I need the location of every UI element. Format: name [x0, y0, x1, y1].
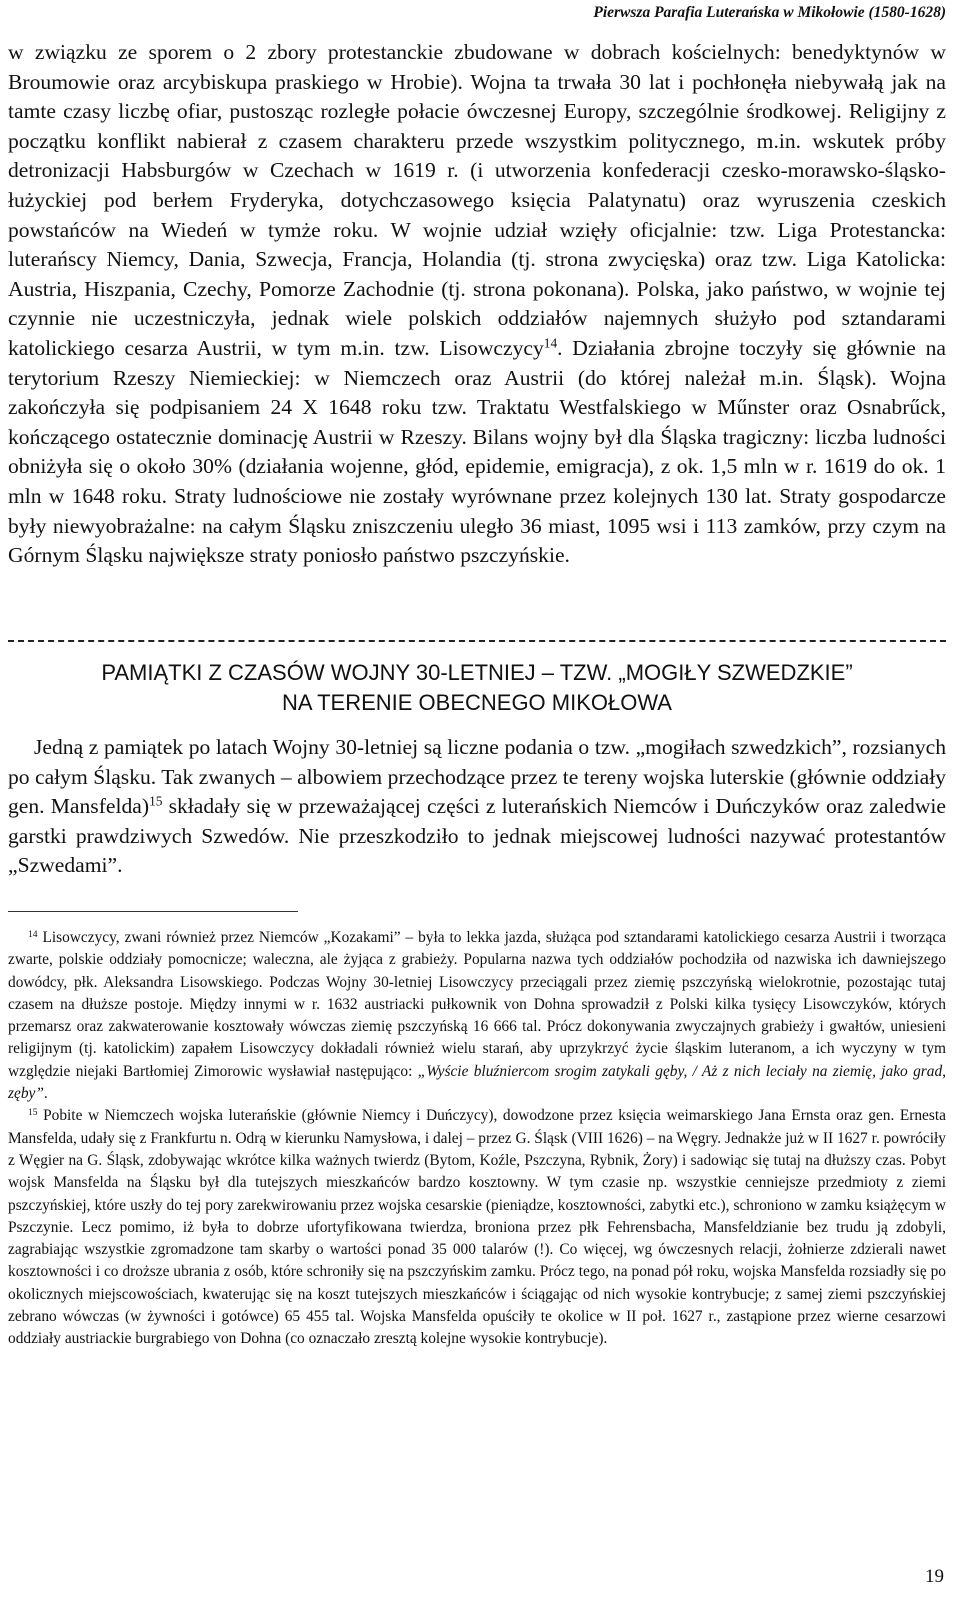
main-text	[8, 38, 946, 571]
footnote-15-text: Pobite w Niemczech wojska luterańskie (głównie Niemcy i Duńczycy), dowodzone przez księcia weimarskiego Jana Ernsta oraz gen. Ernesta Mansfelda, udały się z Frankfurtu n. Odrą w kierunku Namysłowa, i dalej – przez G. Śląsk (VIII 1626) – na Węgry. Jednakże już w II 1627 r. powróciły z Węgier na G. Śląsk, zdobywając wkrótce kilka ważnych twierdz (Bytom, Koźle, Pszczyna, Rybnik, Żory) i sadowiąc się tutaj na dłuższy czas. Pobyt wojsk Mansfelda na Śląsku był dla tutejszych mieszkańców bardzo kosztowny. W tym czasie np. wszystkie cenniejsze przedmioty z ziemi pszczyńskiej, które uszły do tej pory zarekwirowaniu przez wojska cesarskie (pieniądze, kosztowności, zabytki etc.), schroniono w zamku książęcym w Pszczynie. Lecz pomimo, iż była to dobrze ufortyfikowana twierdza, broniona przez płk Fehrensbacha, Mansfeldzianie bez trudu ją zdobyli, zagrabiając wszystkie zgromadzone tam skarby o wartości ponad 35 000 talarów (!). Co więcej, wg ówczesnych relacji, żołnierze zdzierali nawet kosztowności i co droższe ubrania z osób, które schroniły się na pszczyńskim zamku. Prócz tego, na ponad pół roku, wojska Mansfelda rozsiadły się po okolicznych miejscowościach, kwaterując się na koszt tutejszych mieszkańców i ściągając od nich wysokie kontrybucje; z samej ziemi pszczyńskiej zebrano wówczas (w żywności i gotówce) 65 455 tal. Wojska Mansfelda opuściły te okolice w II poł. 1627 r., zastąpione przez wierne cesarzowi oddziały austriackie burgrabiego von Dohna (co oznaczało zresztą kolejne wysokie kontrybucje).	[8, 1107, 946, 1348]
footnote-15	[8, 1105, 946, 1350]
section-paragraph	[8, 733, 946, 881]
section-paragraph-text-end: składały się w przeważającej części z luterańskich Niemców i Duńczyków oraz zaledwie garstki prawdziwych Szwedów. Nie przeszkodziło to jednak miejscowej ludności nazywać protestantów „Szwedami”.	[8, 794, 946, 878]
section-paragraph-text: Jedną z pamiątek po latach Wojny 30-letniej są liczne podania o tzw. „mogiłach szwedzkich”, rozsianych po całym Śląsku. Tak zwanych – albowiem przechodzące przez te tereny wojska luterskie (głównie oddziały gen. Mansfelda)	[8, 735, 946, 819]
running-header: Pierwsza Parafia Luterańska w Mikołowie (1580-1628)	[593, 4, 946, 21]
section-title-line-1: PAMIĄTKI Z CZASÓW WOJNY 30-LETNIEJ – TZW. „MOGIŁY SZWEDZKIE”	[101, 660, 853, 685]
footnote-14-text: Lisowczycy, zwani również przez Niemców „Kozakami” – była to lekka jazda, służąca pod sztandarami katolickiego cesarza Austrii i tworząca zwarte, polskie oddziały pomocnicze; waleczna, ale żyjąca z grabieży. Popularna nazwa tych oddziałów pochodziła od nazwiska ich dawniejszego dowódcy, płk. Aleksandra Lisowskiego. Podczas Wojny 30-letniej Lisowczycy przeciągali przez ziemię pszczyńską wielokrotnie, pozostając tutaj czasem na dłuższe postoje. Między innymi w r. 1632 austriacki pułkownik von Dohna sprowadził z Polski kilka tysięcy Lisowczyków, których przemarsz oraz zakwaterowanie kosztowały wówczas ziemię pszczyńską 16 666 tal. Prócz dokonywania zwyczajnych grabieży i gwałtów, uniesieni religijnym (tj. katolickim) zapałem Lisowczycy dokładali również wielu starań, aby uprzykrzyć życie śląskim luteranom, a ich wyczyny w tym względzie niejaki Bartłomiej Zimorowic wysławiał następująco:	[8, 929, 946, 1080]
footnote-number-14: 14	[28, 928, 38, 940]
page-number: 19	[925, 1566, 944, 1587]
footnote-rule	[8, 911, 298, 912]
footnote-ref-14: 14	[543, 335, 558, 351]
paragraph-text: w związku ze sporem o 2 zbory protestanckie zbudowane w dobrach kościelnych: benedyktynów w Broumowie oraz arcybiskupa praskiego w Hrobie). Wojna ta trwała 30 lat i pochłonęła niebywałą jak na tamte czasy liczbę ofiar, pustosząc rozległe połacie ówczesnej Europy, szczególnie środkowej. Religijny z początku konflikt nabierał z czasem charakteru przede wszystkim politycznego, m.in. wskutek próby detronizacji Habsburgów w Czechach w 1619 r. (i utworzenia konfederacji czesko-morawsko-śląsko-łużyckiej pod berłem Fryderyka, dotychczasowego księcia Palatynatu) oraz wyruszenia czeskich powstańców na Wiedeń w tymże roku. W wojnie udział wzięły oficjalnie: tzw. Liga Protestancka: luterańscy Niemcy, Dania, Szwecja, Francja, Holandia (tj. strona zwycięska) oraz tzw. Liga Katolicka: Austria, Hiszpania, Czechy, Pomorze Zachodnie (tj. strona pokonana). Polska, jako państwo, w wojnie tej czynnie nie uczestniczyła, jednak wiele polskich oddziałów najemnych służyło pod sztandarami katolickiego cesarza Austrii, w tym m.in. tzw. Lisowczycy	[8, 40, 946, 360]
section-title-line-2: NA TERENIE OBECNEGO MIKOŁOWA	[282, 690, 672, 715]
paragraph-text-end: . Działania zbrojne toczyły się głównie na terytorium Rzeszy Niemieckiej: w Niemczech oraz Austrii (do której należał m.in. Śląsk). Wojna zakończyła się podpisaniem 24 X 1648 roku tzw. Traktatu Westfalskiego w Műnster oraz Osnabrűck, kończącego ostatecznie dominację Austrii w Rzeszy. Bilans wojny był dla Śląska tragiczny: liczba ludności obniżyła się o około 30% (działania wojenne, głód, epidemie, emigracja), z ok. 1,5 mln w r. 1619 do ok. 1 mln w 1648 roku. Straty ludnościowe nie zostały wyrównane przez kolejnych 130 lat. Straty gospodarcze były niewyobrażalne: na całym Śląsku zniszczeniu uległo 36 miast, 1095 wsi i 113 zamków, przy czym na Górnym Śląsku największe straty poniosło państwo pszczyńskie.	[8, 335, 946, 568]
section-text	[8, 733, 946, 881]
footnote-number-15: 15	[28, 1107, 38, 1119]
paragraph	[8, 38, 946, 571]
footnote-ref-15: 15	[149, 793, 163, 809]
dashed-divider	[8, 640, 946, 642]
footnote-14-quote: „Wyście bluźniercom srogim zatykali gęby, / Aż z nich leciały na ziemię, jako grad, zęby”	[8, 1062, 946, 1103]
footnote-14	[8, 927, 946, 1105]
footnote-14-end: .	[43, 1085, 48, 1103]
section-title	[8, 658, 946, 718]
footnotes	[8, 927, 946, 1351]
